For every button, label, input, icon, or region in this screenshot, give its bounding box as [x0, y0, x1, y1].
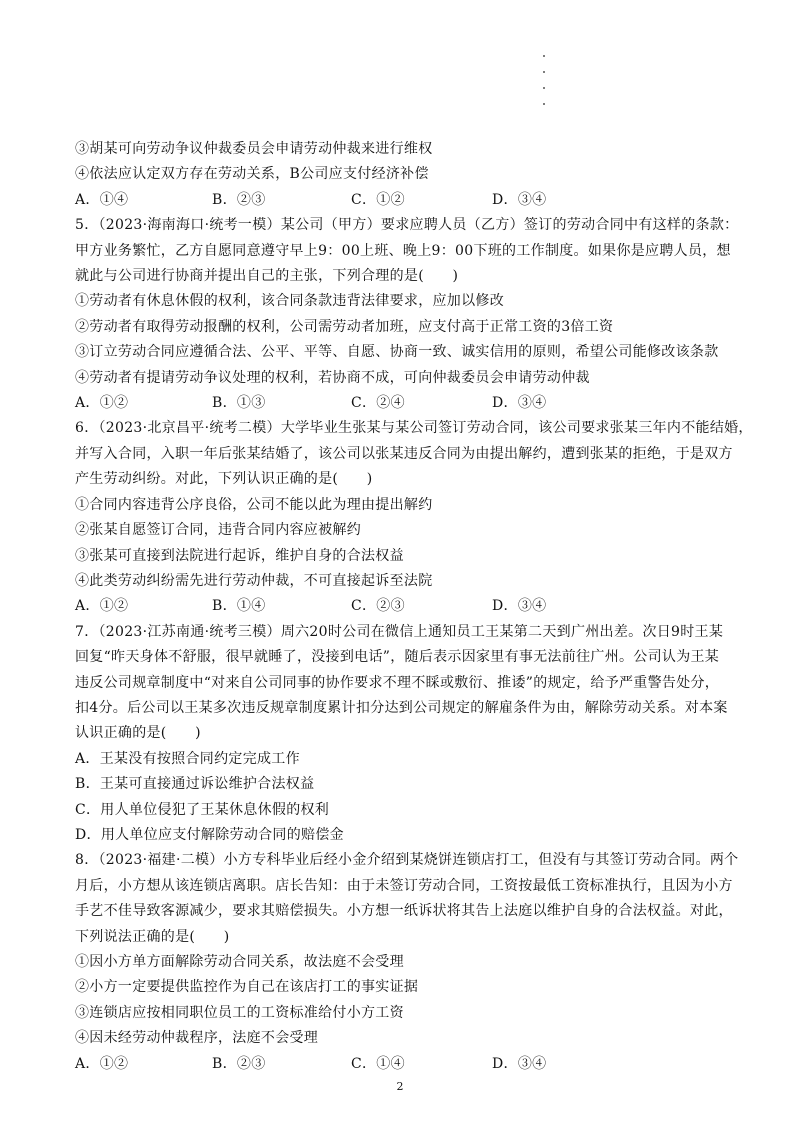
question-stem: 下列说法正确的是( ) [75, 928, 230, 945]
option-c: C．②④ [351, 395, 405, 412]
statement-item: ④此类劳动纠纷需先进行劳动仲裁，不可直接起诉至法院 [75, 572, 433, 589]
statement-item: ①因小方单方面解除劳动合同关系，故法庭不会受理 [75, 954, 404, 970]
option-b: B．②③ [212, 191, 266, 208]
statement-item: ①劳动者有休息休假的权利，该合同条款违背法律要求，应加以修改 [75, 293, 504, 310]
question-stem: 违反公司规章制度中“对来自公司同事的协作要求不理不睬或敷衍、推诿”的规定，给予严重警告处分， [75, 674, 720, 691]
option-a: A．①② [75, 1055, 129, 1072]
question-8 [75, 848, 739, 1077]
option-c: C．用人单位侵犯了王某休息休假的权利 [75, 801, 330, 818]
option-a: A．①② [75, 395, 129, 412]
question-stem: 就此与公司进行协商并提出自己的主张，下列合理的是( ) [75, 268, 459, 285]
option-d: D．用人单位应支付解除劳动合同的赔偿金 [75, 826, 344, 843]
question-stem: 扣4分。后公司以王某多次违反规章制度累计扣分达到公司规定的解雇条件为由，解除劳动关系。对本案 [75, 699, 728, 716]
question-stem: 甲方业务繁忙，乙方自愿同意遵守早上9：00上班、晚上9：00下班的工作制度。如果你是应聘人员，想 [75, 242, 731, 259]
q8-options [75, 1052, 727, 1077]
option-c: C．①② [351, 191, 405, 208]
question-stem: 7．（2023·江苏南通·统考三模）周六20时公司在微信上通知员工王某第二天到广州出差。次日9时王某 [75, 623, 724, 640]
option-d: D．③④ [492, 395, 547, 412]
option-b: B．①③ [212, 395, 266, 412]
statement-item: ④因未经劳动仲裁程序，法庭不会受理 [75, 1030, 319, 1047]
q4-item-3: ③胡某可向劳动争议仲裁委员会申请劳动仲裁来进行维权 [75, 141, 433, 157]
q5-options [75, 391, 727, 416]
option-b: B．②③ [212, 1055, 266, 1072]
question-stem: 月后，小方想从该连锁店离职。店长告知：由于未签订劳动合同，工资按最低工资标准执行，且因为小方 [75, 877, 733, 894]
question-stem: 产生劳动纠纷。对此，下列认识正确的是( ) [75, 471, 373, 488]
question-stem: 6．（2023·北京昌平·统考二模）大学毕业生张某与某公司签订劳动合同，该公司要求张某三年内不能结婚， [75, 420, 753, 437]
question-6 [75, 416, 753, 619]
option-c: C．①④ [351, 1055, 405, 1072]
page-content [75, 137, 753, 1077]
statement-item: ①合同内容违背公序良俗，公司不能以此为理由提出解约 [75, 496, 433, 513]
option-c: C．②③ [351, 598, 405, 615]
statement-item: ②劳动者有取得劳动报酬的权利，公司需劳动者加班，应支付高于正常工资的3倍工资 [75, 318, 614, 335]
option-b: B．①④ [212, 598, 266, 615]
question-stem: 回复“昨天身体不舒服，很早就睡了，没接到电话”，随后表示因家里有事无法前往广州。公司认为王某 [75, 649, 720, 666]
q4-options [75, 188, 727, 213]
statement-item: ③订立劳动合同应遵循合法、公平、平等、自愿、协商一致、诚实信用的原则，希望公司能修改该条款 [75, 344, 719, 361]
question-stem: 5．（2023·海南海口·统考一模）某公司（甲方）要求应聘人员（乙方）签订的劳动合同中有这样的条款： [75, 217, 739, 234]
option-b: B．王某可直接通过诉讼维护合法权益 [75, 776, 315, 793]
option-d: D．③④ [492, 598, 547, 615]
option-d: D．③④ [492, 191, 547, 208]
margin-dots [541, 55, 547, 119]
statement-item: ③张某可直接到法院进行起诉，维护自身的合法权益 [75, 547, 404, 564]
option-a: A．①④ [75, 191, 129, 208]
option-a: A．王某没有按照合同约定完成工作 [75, 750, 300, 767]
statement-item: ④劳动者有提请劳动争议处理的权利，若协商不成，可向仲裁委员会申请劳动仲裁 [75, 369, 590, 386]
page-number: 2 [396, 1080, 404, 1093]
statement-item: ③连锁店应按相同职位员工的工资标准给付小方工资 [75, 1004, 404, 1021]
question-stem: 认识正确的是( ) [75, 725, 201, 742]
question-7 [75, 620, 727, 849]
question-stem: 并写入合同，入职一年后张某结婚了，该公司以张某违反合同为由提出解约，遭到张某的拒绝，于是双方 [75, 445, 733, 462]
question-5 [75, 213, 739, 416]
statement-item: ②张某自愿签订合同，违背合同内容应被解约 [75, 522, 361, 539]
statement-item: ②小方一定要提供监控作为自己在该店打工的事实证据 [75, 979, 419, 996]
option-d: D．③④ [492, 1055, 547, 1072]
question-stem: 手艺不佳导致客源减少，要求其赔偿损失。小方想一纸诉状将其告上法庭以维护自身的合法权益。对此， [75, 903, 733, 920]
question-stem: 8．（2023·福建·二模）小方专科毕业后经小金介绍到某烧饼连锁店打工，但没有与其签订劳动合同。两个 [75, 852, 739, 869]
q4-item-4: ④依法应认定双方存在劳动关系，B公司应支付经济补偿 [75, 166, 429, 183]
option-a: A．①② [75, 598, 129, 615]
q6-options [75, 594, 727, 619]
